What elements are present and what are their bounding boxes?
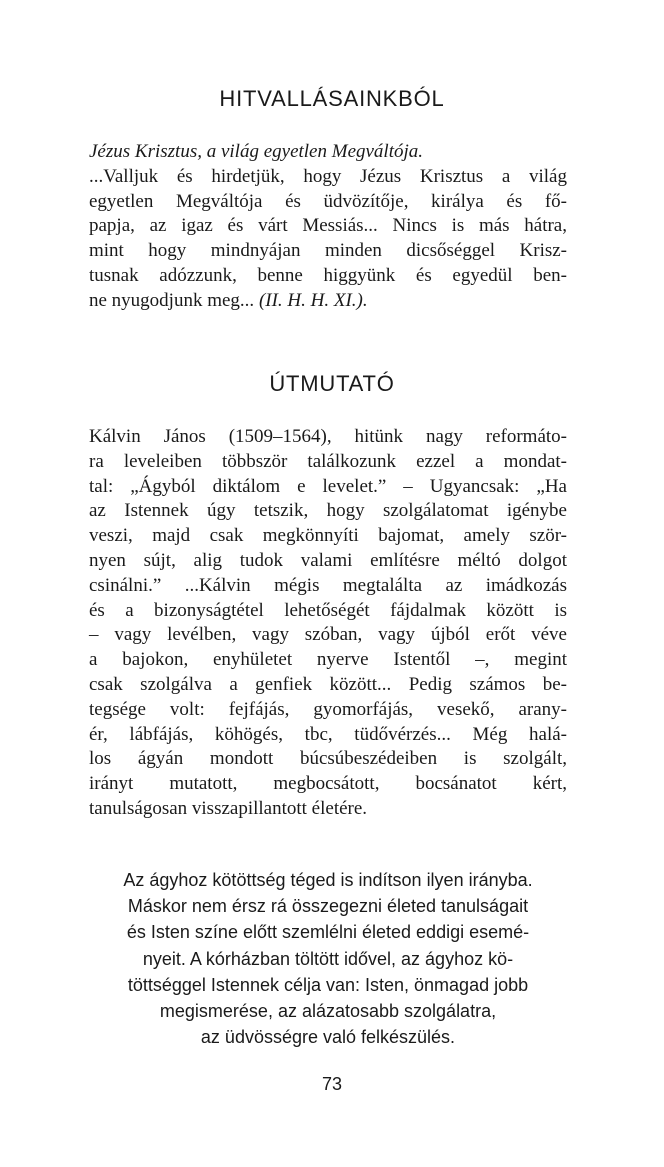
reflection-line: és Isten színe előtt szemlélni életed eddigi esemé- — [126, 922, 530, 943]
confession-line: egyetlen Megváltója és üdvözítője, királya és fő- — [89, 190, 567, 212]
confession-reference: (II. H. H. XI.). — [258, 289, 368, 311]
guide-line: csinálni.” ...Kálvin mégis megtalálta az imádkozás — [89, 574, 567, 596]
confession-last-text: ne nyugodjunk meg... — [89, 289, 259, 311]
guide-line: Kálvin János (1509–1564), hitünk nagy reformáto- — [89, 426, 567, 447]
reflection-line: Az ágyhoz kötöttség téged is indítson ilyen irányba. — [123, 870, 533, 890]
guide-heading: ÚTMUTATÓ — [269, 371, 395, 396]
reflection-line: Máskor nem érsz rá összegezni életed tanulságait — [127, 896, 529, 917]
confession-heading: HITVALLÁSAINKBÓL — [219, 86, 445, 111]
guide-line: tal: „Ágyból diktálom e levelet.” – Ugyancsak: „Ha — [89, 475, 567, 497]
confession-line: mint hogy mindnyájan minden dicsőséggel Krisz- — [89, 240, 567, 262]
guide-line: nyen sújt, alig tudok valami említésre méltó dolgot — [89, 549, 567, 571]
guide-line: tegsége volt: fejfájás, gyomorfájás, vesekő, arany- — [89, 698, 567, 720]
guide-line: és a bizonyságtétel lehetőségét fájdalmak között is — [89, 599, 567, 621]
reflection-line: megismerése, az alázatosabb szolgálatra, — [159, 1001, 497, 1022]
confession-line: papja, az igaz és várt Messiás... Nincs is más hátra, — [89, 215, 567, 237]
confession-last-line — [89, 289, 567, 314]
guide-line: az Istennek úgy tetszik, hogy szolgálatomat igénybe — [89, 500, 567, 522]
confession-title: Jézus Krisztus, a világ egyetlen Megváltója. — [89, 141, 424, 162]
confession-block — [89, 140, 567, 314]
guide-last-line: tanulságosan visszapillantott életére. — [89, 797, 368, 819]
reflection-block — [80, 867, 576, 1050]
page-number: 73 — [321, 1074, 343, 1094]
reflection-line: töttséggel Istennek célja van: Isten, önmagad jobb — [127, 974, 529, 995]
guide-line: irányt mutatott, megbocsátott, bocsánatot kért, — [89, 773, 567, 795]
confession-line: tusnak adózzunk, benne higgyünk és egyedül ben- — [89, 264, 567, 286]
reflection-line: nyeit. A kórházban töltött idővel, az ágyhoz kö- — [142, 948, 514, 969]
guide-line: los ágyán mondott búcsúbeszédeiben is szolgált, — [89, 748, 567, 770]
guide-line: ér, lábfájás, köhögés, tbc, tüdővérzés... Még halá- — [89, 723, 567, 745]
reflection-line: az üdvösségre való felkészülés. — [200, 1027, 456, 1048]
guide-line: a bajokon, enyhületet nyerve Istentől –, megint — [89, 649, 567, 671]
confession-line: ...Valljuk és hirdetjük, hogy Jézus Krisztus a világ — [89, 165, 567, 187]
guide-line: veszi, majd csak megkönnyíti bajomat, amely ször- — [89, 525, 567, 547]
guide-line: ra leveleiben többször találkozunk ezzel a mondat- — [89, 450, 567, 472]
guide-line: csak szolgálva a genfiek között... Pedig számos be- — [89, 673, 567, 695]
guide-block — [89, 425, 567, 822]
guide-line: – vagy levélben, vagy szóban, vagy újból erőt véve — [89, 624, 567, 646]
